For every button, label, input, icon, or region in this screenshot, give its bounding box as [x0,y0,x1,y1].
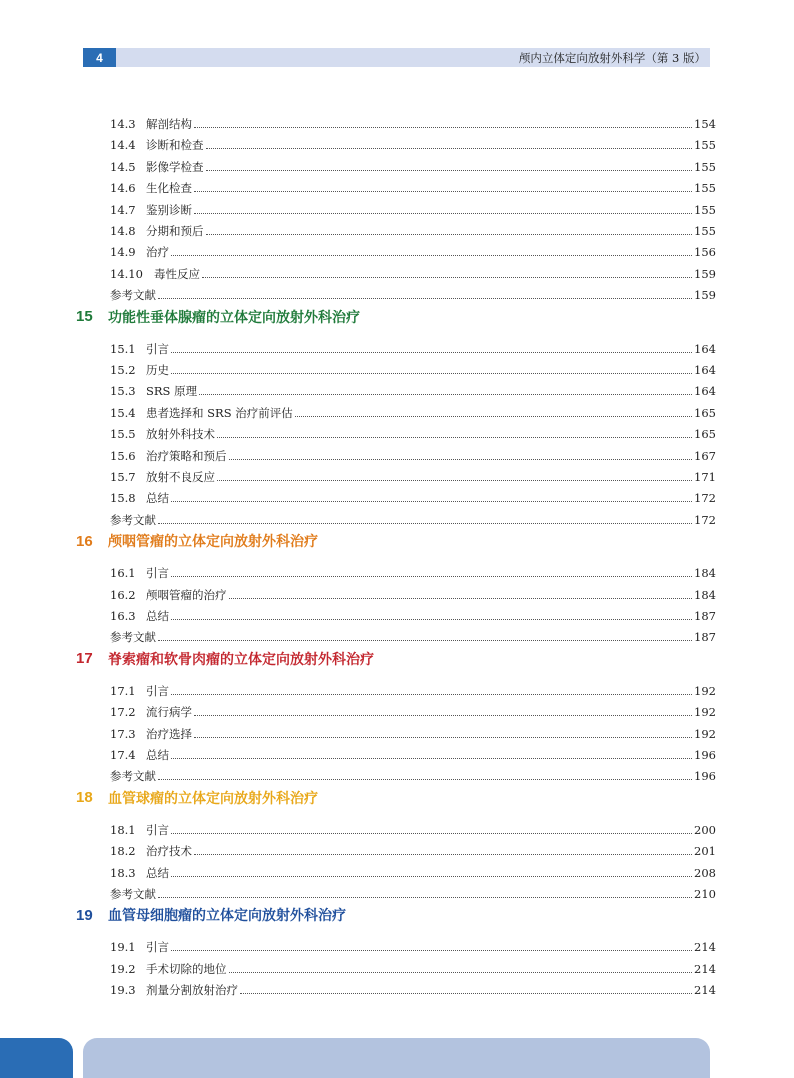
entry-title: 流行病学 [146,705,192,720]
footer-bar [83,1038,710,1078]
toc-entry[interactable] [110,377,716,398]
book-title: 颅内立体定向放射外科学（第 3 版） [518,50,706,65]
entry-page-number: 196 [694,748,716,762]
entry-title: 分期和预后 [146,224,204,238]
entry-title: 总结 [146,865,169,880]
dot-leader [202,276,692,278]
entry-page-number: 164 [694,341,716,356]
dot-leader [171,351,692,353]
entry-title: 影像学检查 [146,159,204,174]
chapter-title: 功能性垂体腺瘤的立体定向放射外科治疗 [108,308,360,325]
entry-title: 鉴别诊断 [146,202,192,217]
entry-title: 参考文献 [110,512,156,527]
dot-leader [240,992,692,994]
entry-page-number: 164 [694,363,716,377]
entry-page-number: 196 [694,769,716,784]
dot-leader [171,875,692,877]
toc-entry[interactable] [110,110,716,131]
dot-leader [194,853,692,855]
entry-number: 18.1 [110,822,136,837]
toc-references-entry[interactable] [110,880,716,901]
dot-leader [194,736,692,738]
entry-page-number: 156 [694,245,716,260]
chapter-heading[interactable] [76,530,318,552]
entry-title: 引言 [146,683,169,698]
entry-title: 剂量分割放射治疗 [146,983,238,998]
dot-leader [217,479,692,481]
toc-entry[interactable] [110,837,716,858]
entry-title: 治疗 [146,245,169,260]
entry-page-number: 155 [694,138,716,153]
entry-page-number: 192 [694,705,716,720]
dot-leader [206,169,693,171]
toc-entry[interactable] [110,816,716,837]
toc-entry[interactable] [110,859,716,880]
dot-leader [206,147,693,149]
entry-page-number: 165 [694,405,716,420]
toc-entry[interactable] [110,955,716,976]
entry-page-number: 187 [694,630,716,645]
entry-title: 总结 [146,748,169,762]
toc-references-entry[interactable] [110,762,716,783]
footer-tab [0,1038,73,1078]
entry-page-number: 214 [694,940,716,955]
dot-leader [171,757,692,759]
toc-entry[interactable] [110,741,716,762]
toc-entry[interactable] [110,153,716,174]
entry-number: 15.3 [110,384,136,399]
dot-leader [158,522,692,524]
entry-title: 参考文献 [110,769,156,784]
entry-title: 手术切除的地位 [146,961,227,976]
dot-leader [295,415,692,417]
entry-number: 14.5 [110,159,136,174]
dot-leader [171,693,692,695]
toc-references-entry[interactable] [110,506,716,527]
toc-references-entry[interactable] [110,281,716,302]
entry-number: 14.6 [110,181,136,196]
entry-title: 引言 [146,566,169,581]
dot-leader [171,618,692,620]
chapter-title: 脊索瘤和软骨肉瘤的立体定向放射外科治疗 [108,650,374,667]
toc-entry[interactable] [110,260,716,281]
toc-entry[interactable] [110,677,716,698]
entry-number: 15.6 [110,448,136,463]
dot-leader [171,500,692,502]
page-number: 4 [83,48,116,67]
dot-leader [229,597,693,599]
entry-number: 19.2 [110,961,136,976]
toc-entry[interactable] [110,698,716,719]
chapter-number: 17 [76,650,93,668]
chapter-number: 18 [76,789,93,807]
entry-page-number: 192 [694,683,716,698]
entry-title: 解剖结构 [146,117,192,131]
dot-leader [171,832,692,834]
entry-page-number: 171 [694,470,716,484]
dot-leader [217,436,692,438]
entry-number: 17.3 [110,726,136,741]
entry-title: 引言 [146,940,169,955]
entry-page-number: 155 [694,202,716,217]
chapter-heading[interactable] [76,904,346,926]
entry-page-number: 184 [694,566,716,581]
entry-page-number: 208 [694,865,716,880]
entry-page-number: 200 [694,822,716,837]
entry-page-number: 165 [694,427,716,442]
dot-leader [229,458,693,460]
entry-title: 参考文献 [110,288,156,303]
dot-leader [194,212,692,214]
entry-page-number: 155 [694,159,716,174]
entry-title: 治疗策略和预后 [146,448,227,463]
entry-title: 生化检查 [146,181,192,196]
dot-leader [158,639,692,641]
toc-entry[interactable] [110,196,716,217]
dot-leader [206,233,693,235]
toc-entry[interactable] [110,399,716,420]
toc-entry[interactable] [110,420,716,441]
toc-entry[interactable] [110,976,716,997]
dot-leader [194,714,692,716]
entry-number: 14.10 [110,266,143,281]
entry-number: 16.2 [110,587,136,602]
entry-number: 15.1 [110,341,136,356]
entry-number: 15.8 [110,491,136,506]
entry-title: 毒性反应 [154,266,200,281]
entry-number: 18.2 [110,844,136,859]
toc-entry[interactable] [110,356,716,377]
entry-title: 历史 [146,363,169,377]
dot-leader [158,297,692,299]
entry-page-number: 214 [694,983,716,998]
entry-number: 14.4 [110,138,136,153]
chapter-title: 血管母细胞瘤的立体定向放射外科治疗 [108,907,346,924]
entry-number: 14.8 [110,224,136,238]
entry-number: 14.3 [110,117,136,131]
entry-page-number: 192 [694,726,716,741]
toc-entry[interactable] [110,442,716,463]
entry-page-number: 184 [694,587,716,602]
chapter-title: 血管球瘤的立体定向放射外科治疗 [108,789,318,806]
dot-leader [171,254,692,256]
entry-page-number: 167 [694,448,716,463]
entry-title: 治疗技术 [146,844,192,859]
entry-page-number: 164 [694,384,716,399]
toc-entry[interactable] [110,335,716,356]
entry-title: SRS 原理 [146,384,198,399]
entry-title: 总结 [146,609,169,623]
entry-number: 17.1 [110,683,136,698]
entry-title: 诊断和检查 [146,138,204,153]
entry-number: 15.2 [110,363,136,377]
dot-leader [229,971,693,973]
entry-page-number: 159 [694,266,716,281]
entry-title: 参考文献 [110,630,156,645]
chapter-heading[interactable] [76,648,374,670]
dot-leader [194,126,692,128]
entry-page-number: 159 [694,288,716,303]
dot-leader [194,190,692,192]
chapter-heading[interactable] [76,306,360,328]
toc-references-entry[interactable] [110,623,716,644]
entry-title: 参考文献 [110,887,156,901]
dot-leader [171,575,692,577]
entry-title: 颅咽管瘤的治疗 [146,587,227,602]
toc-entry[interactable] [110,238,716,259]
toc-entry[interactable] [110,174,716,195]
entry-number: 17.4 [110,748,136,762]
dot-leader [158,896,692,898]
entry-page-number: 155 [694,224,716,238]
toc-entry[interactable] [110,131,716,152]
entry-number: 18.3 [110,865,136,880]
chapter-title: 颅咽管瘤的立体定向放射外科治疗 [108,533,318,550]
entry-title: 放射不良反应 [146,470,215,484]
entry-page-number: 155 [694,181,716,196]
entry-page-number: 201 [694,844,716,859]
entry-number: 16.1 [110,566,136,581]
entry-title: 引言 [146,341,169,356]
entry-number: 15.7 [110,470,136,484]
toc-entry[interactable] [110,484,716,505]
entry-title: 引言 [146,822,169,837]
entry-page-number: 154 [694,117,716,131]
entry-number: 16.3 [110,609,136,623]
entry-title: 患者选择和 SRS 治疗前评估 [146,405,293,420]
entry-number: 17.2 [110,705,136,720]
entry-number: 15.4 [110,405,136,420]
entry-number: 15.5 [110,427,136,442]
toc-entry[interactable] [110,463,716,484]
chapter-number: 16 [76,532,93,550]
entry-page-number: 214 [694,961,716,976]
entry-number: 14.7 [110,202,136,217]
toc-entry[interactable] [110,581,716,602]
chapter-number: 15 [76,308,93,326]
chapter-number: 19 [76,906,93,924]
toc-entry[interactable] [110,217,716,238]
toc-entry[interactable] [110,933,716,954]
dot-leader [171,372,692,374]
entry-page-number: 172 [694,491,716,506]
toc-entry[interactable] [110,720,716,741]
dot-leader [158,778,692,780]
entry-number: 19.1 [110,940,136,955]
toc-entry[interactable] [110,559,716,580]
entry-number: 19.3 [110,983,136,998]
entry-number: 14.9 [110,245,136,260]
chapter-heading[interactable] [76,787,318,809]
entry-title: 总结 [146,491,169,506]
entry-page-number: 172 [694,512,716,527]
dot-leader [199,393,692,395]
entry-page-number: 210 [694,887,716,901]
dot-leader [171,949,692,951]
toc-entry[interactable] [110,602,716,623]
entry-title: 治疗选择 [146,726,192,741]
entry-page-number: 187 [694,609,716,623]
entry-title: 放射外科技术 [146,427,215,442]
